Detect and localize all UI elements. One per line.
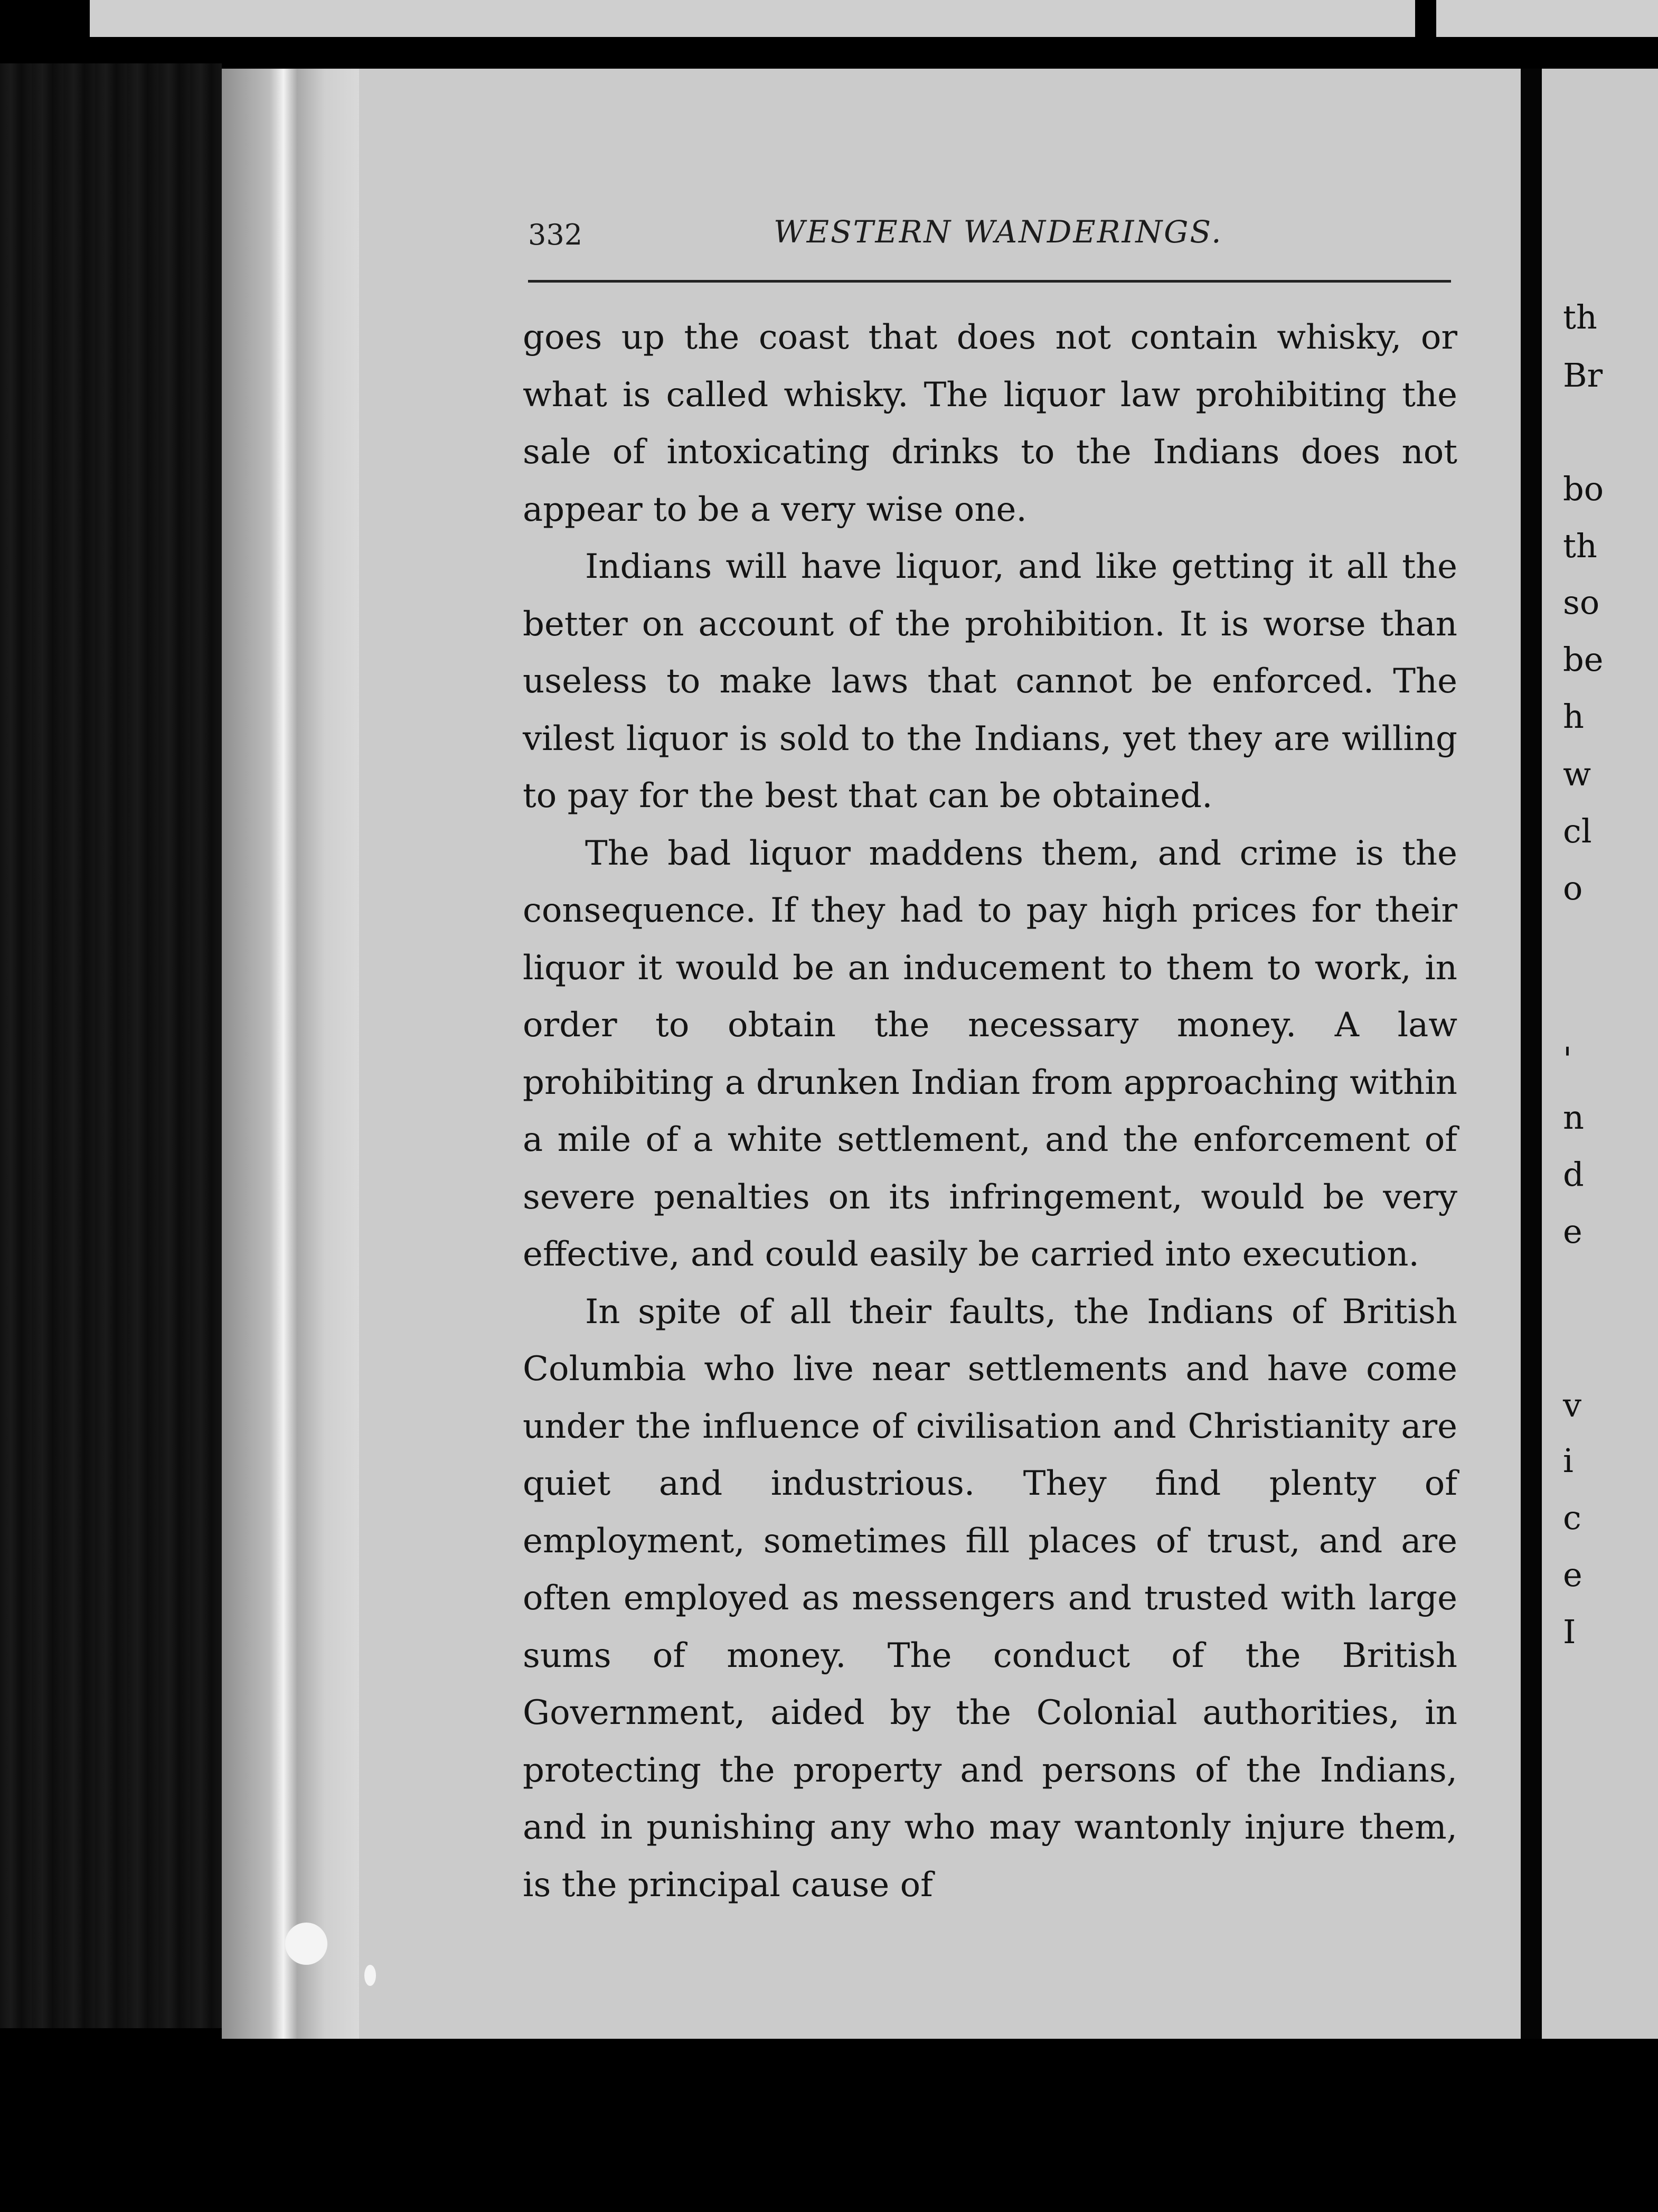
facing-page-fragment: e [1563, 1555, 1582, 1594]
scan-left-margin [0, 63, 222, 2028]
page-number: 332 [528, 218, 583, 251]
running-head [528, 214, 1452, 261]
facing-page-fragment: c [1563, 1498, 1581, 1537]
body-text [523, 309, 1457, 1914]
running-title: WESTERN WANDERINGS. [774, 214, 1223, 250]
facing-page-fragment: i [1563, 1441, 1574, 1480]
facing-page-fragment: bo [1563, 470, 1604, 508]
facing-page-edge [1542, 69, 1658, 2039]
facing-page-fragment: ' [1563, 1040, 1572, 1079]
facing-page-fragment: v [1563, 1386, 1582, 1424]
facing-page-fragment: cl [1563, 812, 1592, 850]
facing-page-fragment: Br [1563, 356, 1603, 395]
scan-bottom-margin [0, 2039, 1658, 2212]
facing-page-fragment: I [1563, 1613, 1576, 1651]
facing-page-fragment: d [1563, 1155, 1584, 1194]
paragraph: goes up the coast that does not contain whisky, or what is called whisky. The liquor law prohibiting the sale of intoxicating drinks to the Indians does not appear to be a very wise one. [523, 318, 1457, 529]
facing-page-fragment: so [1563, 583, 1600, 622]
facing-page-fragment: th [1563, 298, 1597, 336]
scan-blemish [285, 1923, 327, 1965]
page-edge-stripes [222, 69, 359, 2039]
adjacent-scan-top-left [90, 0, 1415, 37]
paragraph: In spite of all their faults, the Indians of British Columbia who live near settlements and have come under the influence of civilisation and Christianity are quiet and industrious. They find plenty of employment, sometimes fill places of trust, and are often employed as messengers and trusted with large sums of money. The conduct of the British Government, aided by the Colonial authorities, in protecting the property and persons of the Indians, and in punishing any who may wantonly injure them, is the principal cause of [523, 1292, 1457, 1905]
paragraph: The bad liquor maddens them, and crime is the consequence. If they had to pay high prices for their liquor it would be an inducement to them to work, in order to obtain the necessary money. A law prohibiting a drunken Indian from approaching within a mile of a white settlement, and the enforcement of severe penalties on its infringement, would be very effective, and could easily be carried into execution. [523, 833, 1457, 1274]
facing-page-fragment: be [1563, 640, 1604, 679]
facing-page-fragment: n [1563, 1098, 1584, 1137]
facing-page-fragment: o [1563, 869, 1583, 907]
facing-page-fragment: e [1563, 1212, 1582, 1251]
paragraph: Indians will have liquor, and like getting it all the better on account of the prohibition. It is worse than useless to make laws that cannot be enforced. The vilest liquor is sold to the Indians, yet they are willing to pay for the best that can be obtained. [523, 547, 1457, 816]
facing-page-fragment: h [1563, 697, 1584, 736]
scan-blemish [364, 1965, 376, 1986]
adjacent-scan-top-right [1436, 0, 1658, 37]
facing-page-fragment: w [1563, 755, 1591, 793]
facing-page-fragment: th [1563, 527, 1597, 565]
book-gutter [1521, 69, 1542, 2039]
header-rule [528, 280, 1451, 283]
